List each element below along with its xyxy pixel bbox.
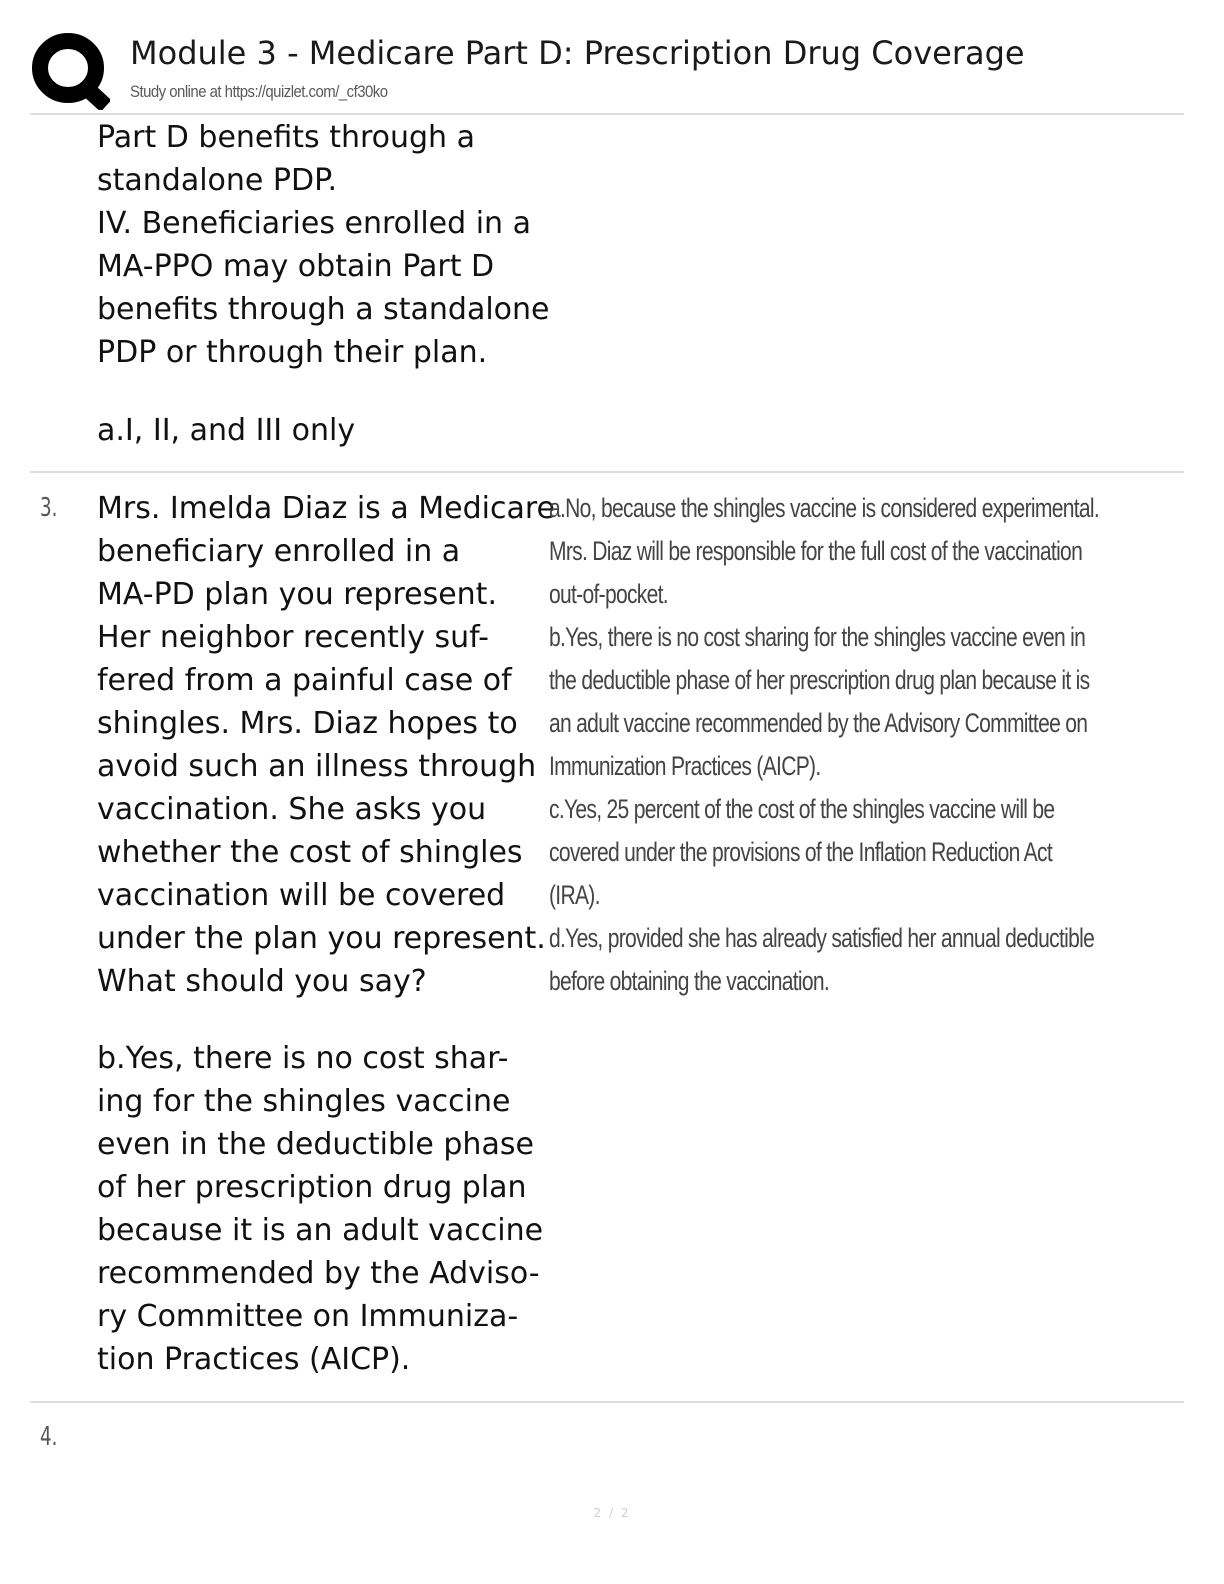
question-number: 4. — [40, 1422, 58, 1452]
quizlet-logo-icon — [30, 30, 110, 110]
answer-3: b.Yes, there is no cost shar- ing for the shingles vaccine even in the deductible phase of her prescription drug plan because it is an adult vaccine recommended by the Adviso- ry Committee on Immuniza- tion Practices (AICP). — [97, 1041, 544, 1377]
question-text: Mrs. Imelda Diaz is a Medicare beneficiary enrolled in a MA-PD plan you represent. Her neighbor recently suf- fered from a painful case of shingles. Mrs. Diaz hopes to avoid such an illness through vaccination. She asks you whether the cost of shingles vaccination will be covered under the plan you represent. What should you say? — [97, 491, 555, 999]
page-number: 2 / 2 — [593, 1506, 631, 1520]
question-number: 3. — [40, 493, 58, 523]
row-divider — [30, 471, 1184, 473]
page-title: Module 3 - Medicare Part D: Prescription Drug Coverage — [130, 34, 1025, 72]
answer-2: a.I, II, and III only — [97, 413, 356, 448]
page-header — [0, 0, 1224, 114]
row-divider — [30, 1401, 1184, 1403]
study-online-link[interactable]: Study online at https://quizlet.com/_cf30ko — [130, 82, 388, 101]
term-continuation: Part D benefits through a standalone PDP. IV. Beneficiaries enrolled in a MA-PPO may obtain Part D benefits through a standalone PDP or through their plan. — [97, 120, 550, 370]
answer-choices: a.No, because the shingles vaccine is considered experimental. Mrs. Diaz will be responsible for the full cost of the vaccination out-of-pocket. b.Yes, there is no cost sharing for the shingles vaccine even in the deductible phase of her prescription drug plan because it is an adult vaccine recommended by the Advisory Committee on Immunization Practices (AICP). c.Yes, 25 percent of the cost of the shingles vaccine will be covered under the provisions of the Inflation Reduction Act (IRA). d.Yes, provided she has already satisfied her annual deductible before obtaining the vaccination. — [549, 493, 1100, 996]
header-divider — [30, 113, 1184, 115]
